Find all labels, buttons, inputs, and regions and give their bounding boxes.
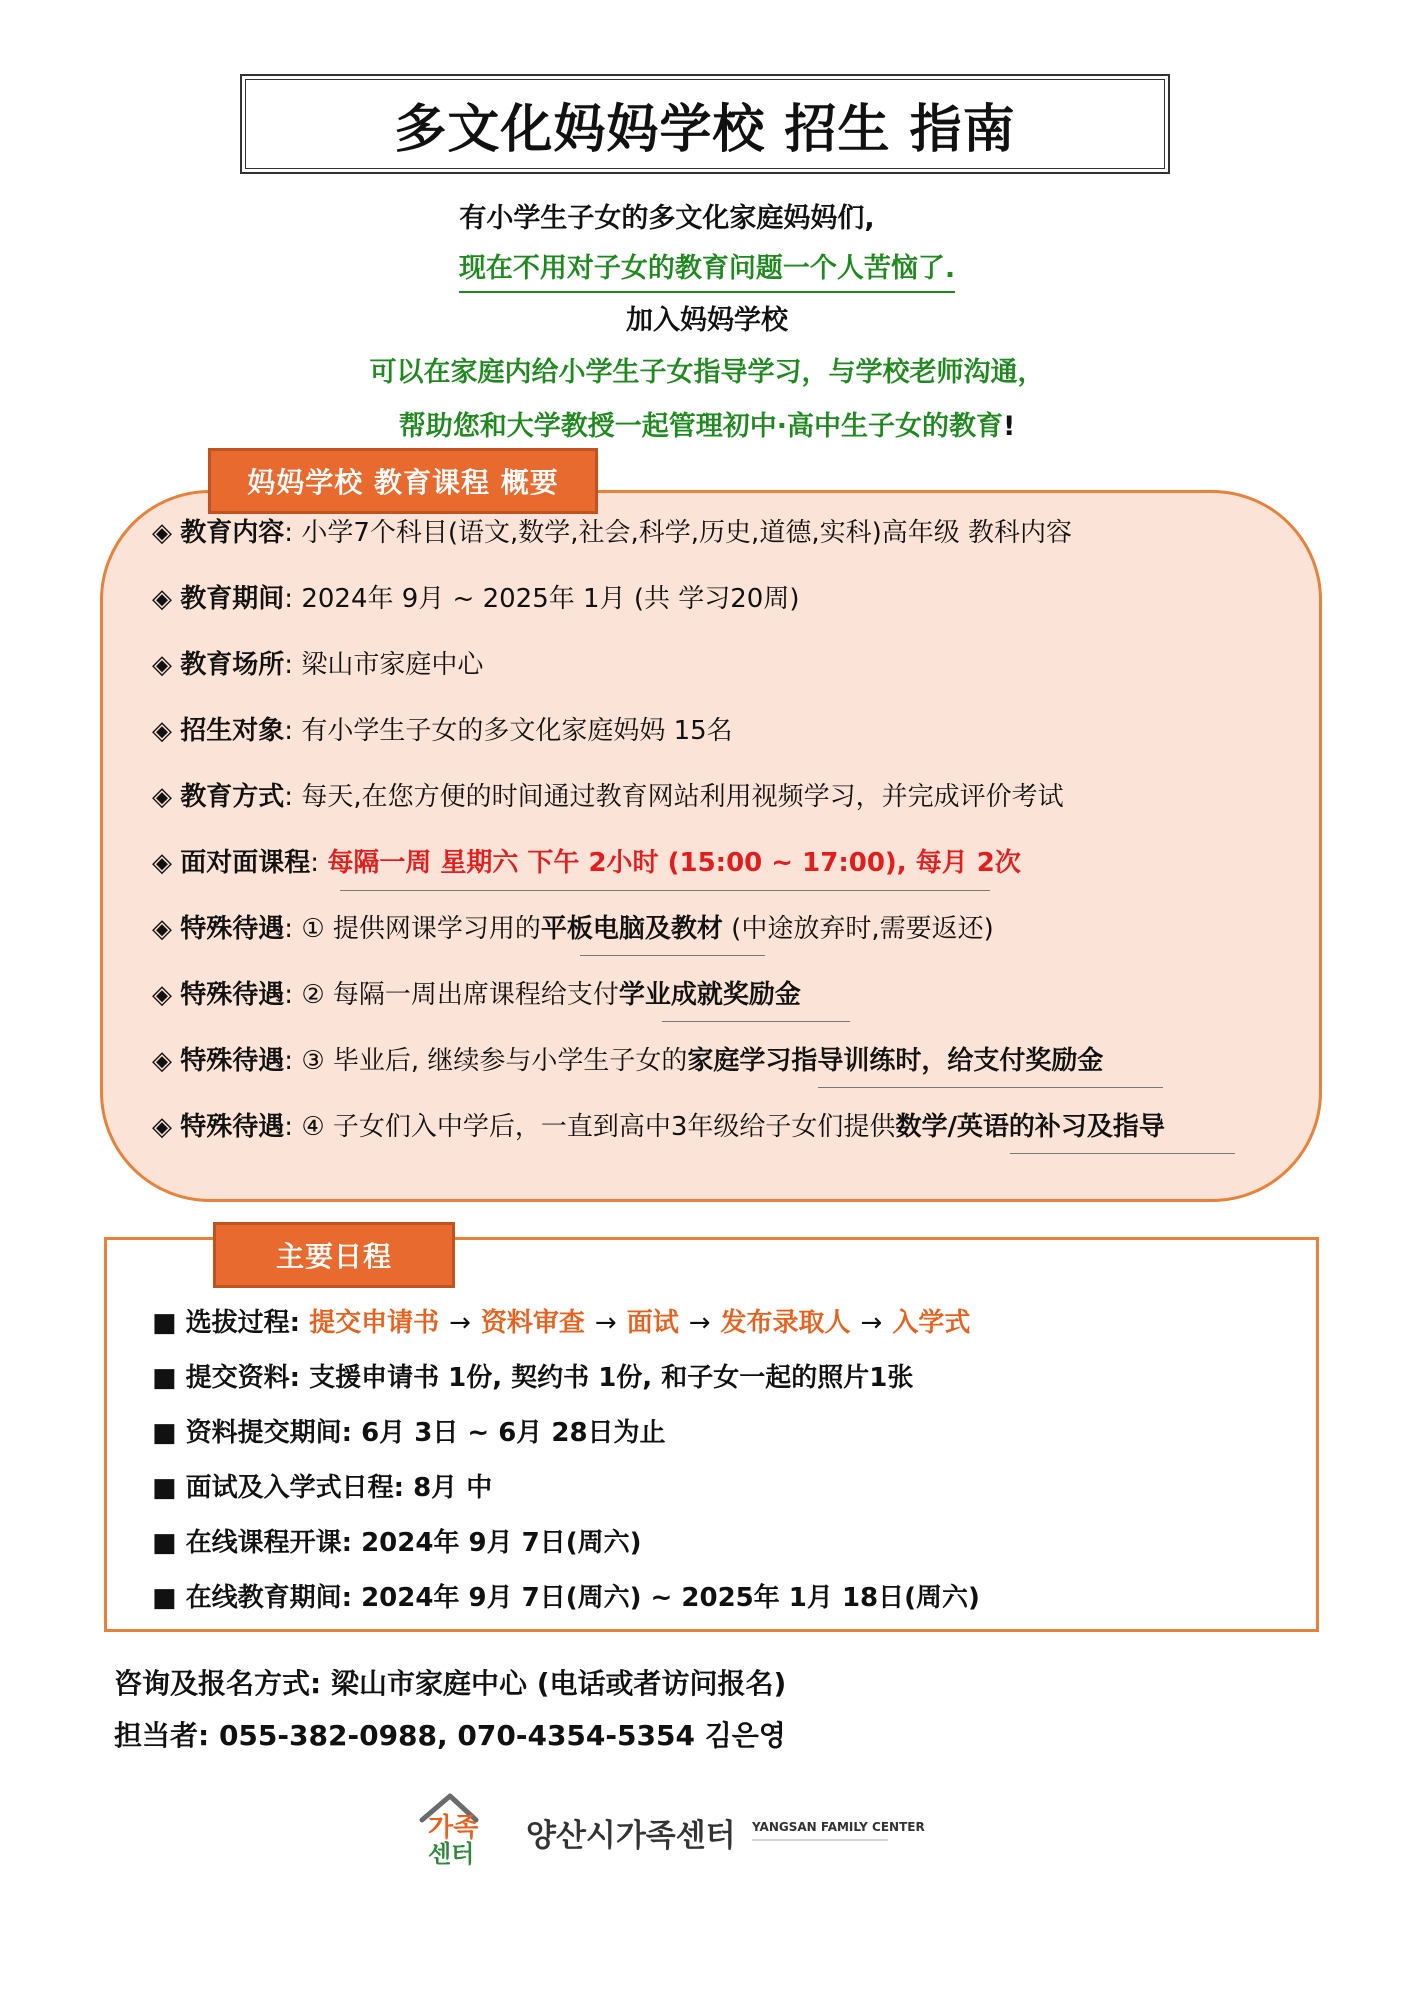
bullet-icon: ◈ (152, 1046, 172, 1076)
course-row-label: 特殊待遇 (180, 1046, 285, 1076)
separator: : (284, 518, 302, 548)
separator: : (284, 584, 302, 614)
course-row (152, 842, 1021, 879)
course-row-text: 梁山市家庭中心 (301, 650, 484, 680)
underline-reward (662, 1021, 850, 1022)
separator: : (284, 650, 302, 680)
course-row (152, 776, 1064, 813)
bullet-icon: ◈ (152, 848, 172, 878)
course-row-label: 教育期间 (180, 584, 285, 614)
course-row-note: (中途放弃时,需要返还) (722, 914, 994, 944)
intro-line-3: 加入妈妈学校 (626, 305, 788, 336)
schedule-row: ■ 在线教育期间: 2024年 9月 7日(周六) ~ 2025年 1月 18日(周六) (152, 1583, 980, 1613)
course-row-label: 教育方式 (180, 782, 285, 812)
course-row (152, 644, 483, 681)
contact-method: 咨询及报名方式: 梁山市家庭中心 (电话或者访问报名) (114, 1667, 787, 1700)
course-row (152, 1106, 1165, 1143)
schedule-row: ■ 在线课程开课: 2024年 9月 7日(周六) (152, 1528, 642, 1558)
bullet-icon: ◈ (152, 518, 172, 548)
separator: : (310, 848, 328, 878)
course-row (152, 908, 994, 945)
bullet-icon: ◈ (152, 914, 172, 944)
intro-line-2: 现在不用对子女的教育问题一个人苦恼了. (0, 246, 1414, 293)
separator: : (284, 1112, 302, 1142)
course-row-text: ② 每隔一周出席课程给支付 (301, 980, 619, 1010)
svg-text:센터: 센터 (428, 1840, 475, 1866)
course-overview-tab: 妈妈学校 教育课程 概要 (208, 448, 598, 514)
course-row (152, 974, 801, 1011)
course-row-text: ① 提供网课学习用的 (301, 914, 541, 944)
schedule-row: ■ 资料提交期间: 6月 3日 ~ 6月 28日为止 (152, 1418, 666, 1448)
course-row-text: 2024年 9月 ~ 2025年 1月 (共 学习20周) (301, 584, 800, 614)
schedule-row: ■ 面试及入学式日程: 8月 中 (152, 1473, 493, 1503)
course-row-label: 特殊待遇 (180, 914, 285, 944)
underline-training-reward (818, 1087, 1163, 1088)
course-row (152, 710, 733, 747)
underline-math-english (1010, 1153, 1235, 1154)
logo-mark-icon (418, 1790, 998, 1866)
svg-text:YANGSAN FAMILY CENTER: YANGSAN FAMILY CENTER (752, 1820, 925, 1834)
course-row-label: 教育内容 (180, 518, 285, 548)
course-row (152, 512, 1072, 549)
course-row-highlight: 学业成就奖励金 (618, 980, 801, 1010)
underline-face-to-face (340, 890, 990, 891)
course-row (152, 578, 799, 615)
separator: : (284, 782, 302, 812)
bullet-icon: ◈ (152, 980, 172, 1010)
bullet-icon: ◈ (152, 650, 172, 680)
bullet-icon: ◈ (152, 1112, 172, 1142)
svg-text:양산시가족센터: 양산시가족센터 (526, 1818, 736, 1854)
course-row-label: 教育场所 (180, 650, 285, 680)
course-row-text: ③ 毕业后, 继续参与小学生子女的 (301, 1046, 688, 1076)
course-row-text: ④ 子女们入中学后，一直到高中3年级给子女们提供 (301, 1112, 896, 1142)
intro-line-1: 有小学生子女的多文化家庭妈妈们, (459, 203, 875, 234)
intro-line-5: 帮助您和大学教授一起管理初中·高中生子女的教育! (398, 411, 1016, 442)
course-row-label: 招生对象 (180, 716, 285, 746)
svg-text:가족: 가족 (428, 1813, 479, 1843)
selection-process-row: ■ 选拔过程: 提交申请书 → 资料审查 → 面试 → 发布录取人 → 入学式 (152, 1308, 971, 1338)
course-row-label: 面对面课程 (180, 848, 311, 878)
separator: : (284, 980, 302, 1010)
course-row (152, 1040, 1103, 1077)
course-row-text: 有小学生子女的多文化家庭妈妈 15名 (301, 716, 733, 746)
course-row-label: 特殊待遇 (180, 980, 285, 1010)
bullet-icon: ◈ (152, 584, 172, 614)
course-row-label: 特殊待遇 (180, 1112, 285, 1142)
course-row-text: 每隔一周 星期六 下午 2小时 (15:00 ~ 17:00), 每月 2次 (327, 848, 1021, 878)
course-row-highlight: 数学/英语的补习及指导 (895, 1112, 1165, 1142)
bullet-icon: ◈ (152, 782, 172, 812)
course-row-text: 小学7个科目(语文,数学,社会,科学,历史,道德,实科)高年级 教科内容 (301, 518, 1072, 548)
course-row-text: 每天,在您方便的时间通过教育网站利用视频学习，并完成评价考试 (301, 782, 1064, 812)
title-box (240, 74, 1170, 174)
separator: : (284, 914, 302, 944)
family-center-logo (418, 1790, 998, 1866)
schedule-row: ■ 提交资料: 支援申请书 1份, 契约书 1份, 和子女一起的照片1张 (152, 1363, 914, 1393)
course-row-highlight: 平板电脑及教材 (540, 914, 723, 944)
contact-person: 担当者: 055-382-0988, 070-4354-5354 김은영 (114, 1719, 786, 1752)
separator: : (284, 1046, 302, 1076)
underline-tablet (580, 955, 765, 956)
page-title: 多文化妈妈学校 招生 指南 (394, 99, 1016, 160)
separator: : (284, 716, 302, 746)
bullet-icon: ◈ (152, 716, 172, 746)
schedule-tab: 主要日程 (213, 1222, 455, 1288)
course-row-highlight: 家庭学习指导训练时，给支付奖励金 (687, 1046, 1104, 1076)
intro-line-4: 可以在家庭内给小学生子女指导学习，与学校老师沟通， (369, 357, 1045, 388)
